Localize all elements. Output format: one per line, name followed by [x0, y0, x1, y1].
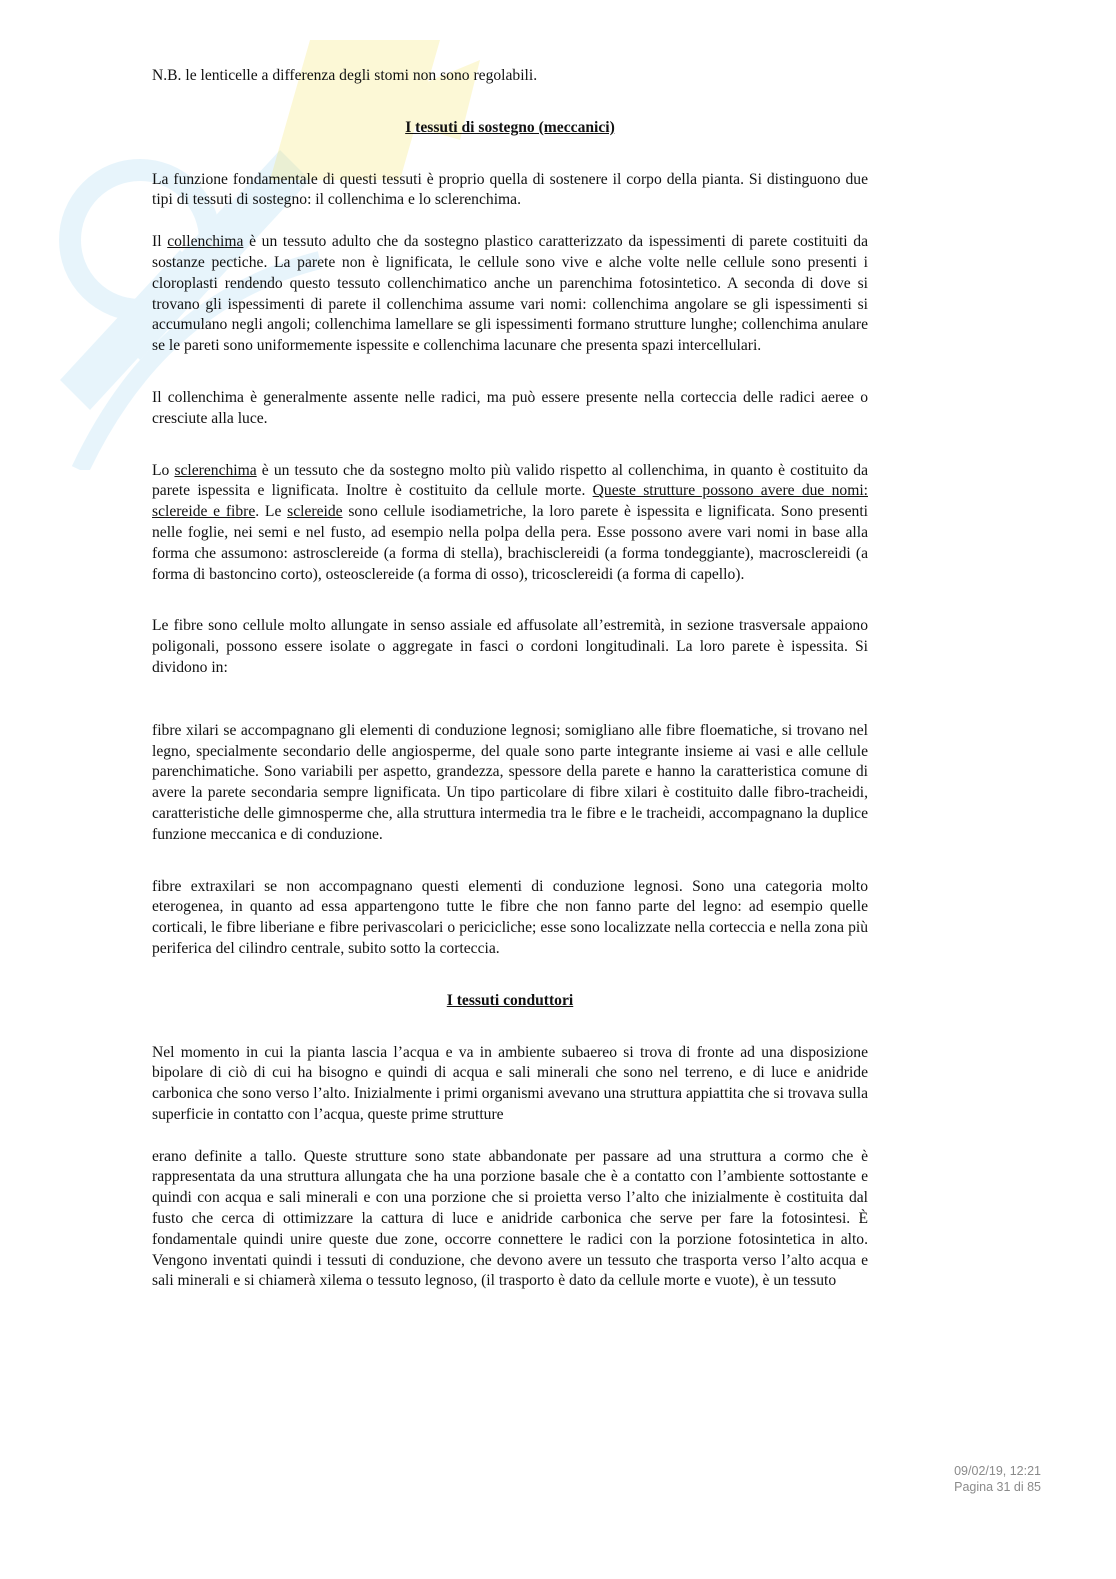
underlined-sentence: Queste strutture possono avere due nomi: sclereide e fibre	[152, 482, 868, 521]
paragraph-conduttori-1: Nel momento in cui la pianta lascia l’acqua e va in ambiente subaereo si trova di fronte ad una disposizione bipolare di ciò di cui ha bisogno e quindi di acqua e sali minerali che sono nel terreno, e di luce e anidride carbonica che sono verso l’alto. Inizialmente i primi organismi avevano una struttura appiattita che si trovava sulla superficie in contatto con l’acqua, queste prime strutture	[152, 1043, 868, 1123]
paragraph-conduttori-2: erano definite a tallo. Queste strutture sono state abbandonate per passare ad una struttura a cormo che è rappresentata da una struttura allungata che ha una porzione basale che è a contatto con l’ambiente sottostante e quindi con acqua e sali minerali e con una porzione che si proietta verso l’alto che inizialmente è costituita dal fusto che cerca di ottimizzare la cattura di luce e anidride carbonica che serve per fare la fotosintesi. È fondamentale quindi unire queste due zone, occorre connettere le radici con la porzione fotosintetica in alto. Vengono inventati quindi i tessuti di conduzione, che devono avere un tessuto che trasporta verso l’alto acqua e sali minerali e si chiamerà xilema o tessuto legnoso, (il trasporto è dato da cellule morte e vuote), è un tessuto	[152, 1147, 868, 1290]
paragraph-intro-sostegno: La funzione fondamentale di questi tessuti è proprio quella di sostenere il corpo della pianta. Si distinguono due tipi di tessuti di sostegno: il collenchima e lo sclerenchima.	[152, 170, 868, 209]
footer-page-number: Pagina 31 di 85	[954, 1480, 1041, 1494]
paragraph-fibre: Le fibre sono cellule molto allungate in senso assiale ed affusolate all’estremità, in sezione trasversale appaiono poligonali, possono essere isolate o aggregate in fasci o cordoni longitudinali. La loro parete è ispessita. Si dividono in:	[152, 617, 868, 676]
text-run: Lo	[152, 461, 175, 479]
paragraph-collenchima-radici: Il collenchima è generalmente assente nelle radici, ma può essere presente nella corteccia delle radici aeree o cresciute alla luce.	[152, 388, 868, 427]
section-title-sostegno: I tessuti di sostegno (meccanici)	[405, 118, 615, 136]
text-run: è un tessuto adulto che da sostegno plastico caratterizzato da ispessimenti di parete costituiti da sostanze pectiche. La parete non è lignificata, le cellule sono vive e alche volte nelle cellule sono presenti i cloroplasti rendendo questo tessuto collenchimatico anche un parenchima fotosintetico. A seconda di dove si trovano gli ispessimenti di parete il collenchima assume vari nomi: collenchima angolare se gli ispessimenti si accumulano negli angoli; collenchima lamellare se gli ispessimenti formano strutture lunghe; collenchima anulare se le pareti sono uniformemente ispessite e collenchima lacunare che presenta spazi intercellulari.	[152, 233, 868, 355]
paragraph-fibre-extraxilari: fibre extraxilari se non accompagnano questi elementi di conduzione legnosi. Sono una categoria molto eterogenea, in quanto ad essa appartengono tutte le fibre che non fanno parte del legno: ad esempio quelle corticali, le fibre liberiane e fibre perivascolari o pericicliche; esse sono localizzate nella corteccia e nella zona più periferica del cilindro centrale, subito sotto la corteccia.	[152, 877, 868, 957]
paragraph-collenchima	[152, 232, 868, 357]
text-run: . Le	[255, 503, 288, 521]
text-run: è un tessuto che da sostegno molto più valido rispetto al collenchima, in quanto è costituito da parete ispessita e lignificata. Inoltre è costituito da cellule morte.	[152, 461, 868, 500]
paragraph-fibre-xilari: fibre xilari se accompagnano gli elementi di conduzione legnosi; somigliano alle fibre floematiche, si trovano nel legno, specialmente secondario delle angiosperme, del quale sono parte integrante insieme ai vasi e alle cellule parenchimatiche. Sono variabili per aspetto, grandezza, spessore della parete e hanno la caratteristica comune di avere la parete secondaria sempre lignificata. Un tipo particolare di fibre xilari è costituito dalle fibro-tracheidi, caratteristiche delle gimnosperme che, alla struttura intermedia tra le fibre e le tracheidi, accompagnano la duplice funzione meccanica e di conduzione.	[152, 721, 868, 843]
footer-datetime: 09/02/19, 12:21	[954, 1464, 1041, 1478]
text-run: sono cellule isodiametriche, la loro parete è ispessita e lignificata. Sono presenti nelle foglie, nei semi e nel fusto, ad esempio nella polpa della pera. Esse possono avere vari nomi in base alla forma che assumono: astrosclereide (a forma di stella), brachisclereidi (a forma tondeggiante), macrosclereidi (a forma di bastoncino corto), osteosclereide (a forma di osso), tricosclereidi (a forma di capello).	[152, 503, 868, 583]
paragraph-sclerenchima	[152, 461, 868, 586]
term-collenchima: collenchima	[167, 233, 244, 251]
section-title-conduttori: I tessuti conduttori	[446, 991, 574, 1009]
nb-note: N.B. le lenticelle a differenza degli stomi non sono regolabili.	[152, 67, 538, 84]
term-sclerenchima: sclerenchima	[174, 461, 257, 479]
page-footer	[954, 1463, 1041, 1495]
term-sclereide: sclereide	[287, 503, 343, 521]
document-page	[152, 66, 868, 1292]
text-run: Il	[152, 233, 168, 251]
